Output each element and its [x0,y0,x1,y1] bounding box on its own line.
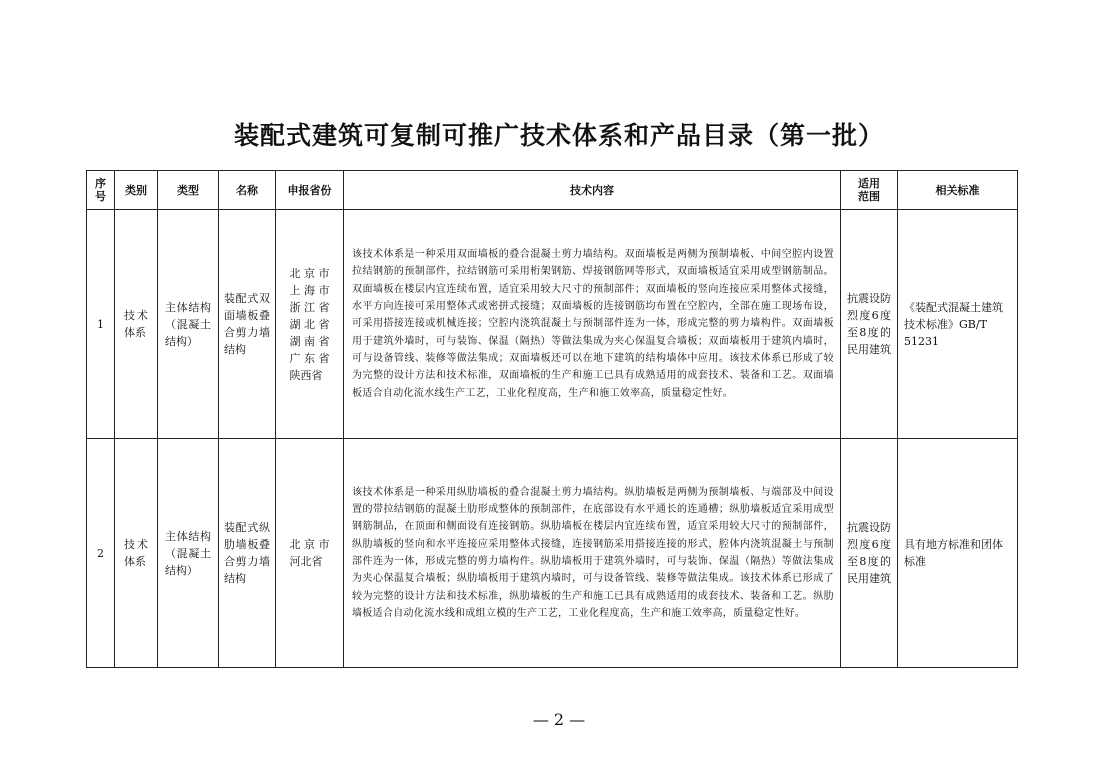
catalog-table [86,170,1018,668]
cell-province: 北京市河北省 [276,439,344,668]
header-type: 类型 [158,171,219,210]
cell-content: 该技术体系是一种采用纵肋墙板的叠合混凝土剪力墙结构。纵肋墙板是两侧为预制墙板、与端部及中间设置的带拉结钢筋的混凝土肋形成整体的预制部件，在底部设有水平通长的连通槽；纵肋墙板适宜采用成型钢筋制品，在顶面和侧面设有连接钢筋。纵肋墙板在楼层内宜连续布置，适宜采用较大尺寸的预制部件，纵肋墙板的竖向和水平连接应采用整体式接缝，连接钢筋采用搭接连接的形式，腔体内浇筑混凝土与预制部件连为一体，形成完整的剪力墙构件。纵肋墙板用于建筑外墙时，可与装饰、保温（隔热）等做法集成为夹心保温复合墙板；纵肋墙板用于建筑内墙时，可与设备管线、装修等做法集成。该技术体系已形成了较为完整的设计方法和技术标准，纵肋墙板的生产和施工已具有成熟适用的成套技术、装备和工艺。纵肋墙板适合自动化流水线和成组立模的生产工艺，工业化程度高，生产和施工效率高，质量稳定性好。 [344,439,841,668]
cell-index: 1 [87,210,115,439]
document-title: 装配式建筑可复制可推广技术体系和产品目录（第一批） [233,121,884,150]
cell-type: 主体结构（混凝土结构） [158,210,219,439]
cell-category: 技术体系 [115,210,158,439]
cell-name: 装配式纵肋墙板叠合剪力墙结构 [219,439,276,668]
cell-province: 北京市上海市浙江省湖北省湖南省广东省陕西省 [276,210,344,439]
cell-index: 2 [87,439,115,668]
cell-scope: 抗震设防烈度6度至8度的民用建筑 [841,439,898,668]
table-row [87,210,1018,439]
header-index: 序号 [87,171,115,210]
header-province: 申报省份 [276,171,344,210]
header-category: 类别 [115,171,158,210]
cell-name: 装配式双面墙板叠合剪力墙结构 [219,210,276,439]
table-header [87,171,1018,210]
header-scope: 适用范围 [841,171,898,210]
cell-scope: 抗震设防烈度6度至8度的民用建筑 [841,210,898,439]
header-content: 技术内容 [344,171,841,210]
table-row [87,439,1018,668]
cell-content: 该技术体系是一种采用双面墙板的叠合混凝土剪力墙结构。双面墙板是两侧为预制墙板、中间空腔内设置拉结钢筋的预制部件，拉结钢筋可采用桁架钢筋、焊接钢筋网等形式，双面墙板适宜采用成型钢筋制品。双面墙板在楼层内宜连续布置，适宜采用较大尺寸的预制部件；双面墙板的竖向连接应采用整体式接缝，水平方向连接可采用整体式或密拼式接缝；双面墙板的连接钢筋均布置在空腔内，全部在施工现场布设，可采用搭接连接或机械连接；空腔内浇筑混凝土与预制部件连为一体，形成完整的剪力墙构件。双面墙板用于建筑外墙时，可与装饰、保温（隔热）等做法集成为夹心保温复合墙板；双面墙板用于建筑内墙时，可与设备管线、装修等做法集成；双面墙板还可以在地下建筑的结构墙体中应用。该技术体系已形成了较为完整的设计方法和技术标准，双面墙板的生产和施工已具有成熟适用的成套技术、装备和工艺。双面墙板适合自动化流水线生产工艺，工业化程度高，生产和施工效率高，质量稳定性好。 [344,210,841,439]
cell-standard: 具有地方标准和团体标准 [898,439,1018,668]
header-standard: 相关标准 [898,171,1018,210]
header-name: 名称 [219,171,276,210]
cell-category: 技术体系 [115,439,158,668]
page-number: — 2 — [532,710,586,729]
cell-type: 主体结构（混凝土结构） [158,439,219,668]
cell-standard: 《装配式混凝土建筑技术标准》GB/T 51231 [898,210,1018,439]
